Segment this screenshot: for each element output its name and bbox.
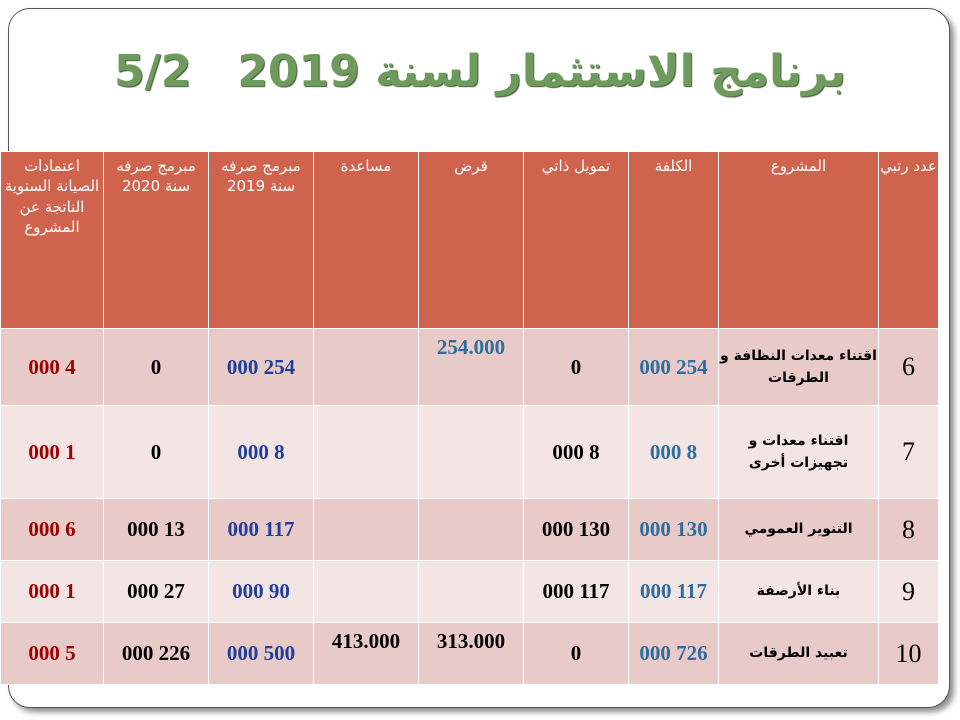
header-spend-2019: مبرمج صرفه سنة 2019 [209,152,314,329]
slide-title: برنامج الاستثمار لسنة 2019 5/2 [114,46,846,97]
spend-2019-cell: 254 000 [209,329,314,406]
project-cell: بناء الأرصفة [719,561,879,623]
spend-2020-cell: 226 000 [104,623,209,685]
table-header-row [1,152,939,329]
self-financing-cell: 0 [524,329,629,406]
aid-cell [314,329,419,406]
self-financing-cell: 130 000 [524,499,629,561]
aid-cell [314,406,419,499]
cost-cell: 726 000 [629,623,719,685]
header-maintenance: اعتمادات الصيانة السنوية الناتجة عن المشروع [1,152,104,329]
self-financing-cell: 0 [524,623,629,685]
cost-cell: 8 000 [629,406,719,499]
header-aid: مساعدة [314,152,419,329]
header-cost: الكلفة [629,152,719,329]
rank-cell: 9 [879,561,939,623]
spend-2020-cell: 0 [104,406,209,499]
spend-2019-cell: 117 000 [209,499,314,561]
rank-cell: 10 [879,623,939,685]
spend-2019-cell: 8 000 [209,406,314,499]
header-project: المشروع [719,152,879,329]
project-cell: اقتناء معدات النظافة و الطرقات [719,329,879,406]
cost-cell: 117 000 [629,561,719,623]
header-spend-2020: مبرمج صرفه سنة 2020 [104,152,209,329]
self-financing-cell: 117 000 [524,561,629,623]
table-row [1,499,939,561]
header-loan: قرض [419,152,524,329]
spend-2020-cell: 0 [104,329,209,406]
aid-cell [314,561,419,623]
loan-cell: 313.000 [419,623,524,685]
investment-table [0,151,939,685]
loan-cell [419,499,524,561]
cost-cell: 254 000 [629,329,719,406]
maintenance-cell: 4 000 [1,329,104,406]
header-rank: عدد رتبي [879,152,939,329]
spend-2019-cell: 90 000 [209,561,314,623]
maintenance-cell: 6 000 [1,499,104,561]
spend-2019-cell: 500 000 [209,623,314,685]
header-self-financing: تمويل ذاتي [524,152,629,329]
table-row [1,623,939,685]
project-cell: تعبيد الطرقات [719,623,879,685]
spend-2020-cell: 27 000 [104,561,209,623]
maintenance-cell: 1 000 [1,406,104,499]
loan-cell [419,406,524,499]
cost-cell: 130 000 [629,499,719,561]
self-financing-cell: 8 000 [524,406,629,499]
table-row [1,406,939,499]
maintenance-cell: 5 000 [1,623,104,685]
project-cell: اقتناء معدات و تجهيزات أخرى [719,406,879,499]
aid-cell: 413.000 [314,623,419,685]
spend-2020-cell: 13 000 [104,499,209,561]
aid-cell [314,499,419,561]
project-cell: التنوير العمومي [719,499,879,561]
rank-cell: 6 [879,329,939,406]
maintenance-cell: 1 000 [1,561,104,623]
loan-cell [419,561,524,623]
table-row [1,561,939,623]
rank-cell: 7 [879,406,939,499]
loan-cell: 254.000 [419,329,524,406]
rank-cell: 8 [879,499,939,561]
table-row [1,329,939,406]
